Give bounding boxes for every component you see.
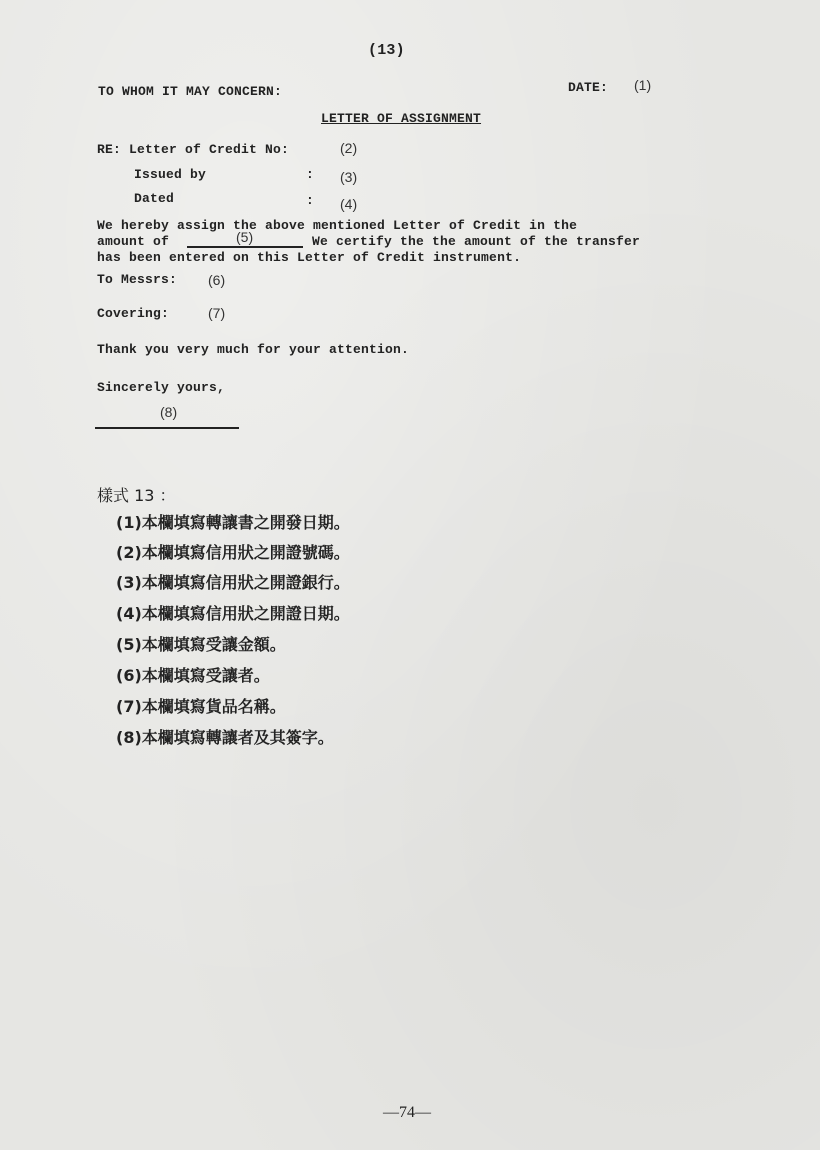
salutation: TO WHOM IT MAY CONCERN: xyxy=(98,84,283,99)
note-item-2: (2)本欄填寫信用狀之開證號碼。 xyxy=(116,543,350,562)
date-field-marker: (1) xyxy=(634,77,652,93)
dated-label: Dated xyxy=(134,191,175,206)
note-item-6: (6)本欄填寫受讓者。 xyxy=(116,666,270,685)
re-field-marker: (2) xyxy=(340,140,358,156)
covering-label: Covering: xyxy=(97,306,170,321)
note-item-4: (4)本欄填寫信用狀之開證日期。 xyxy=(116,604,350,623)
body-amount-label: amount of xyxy=(97,234,170,249)
issued-by-field-marker: (3) xyxy=(340,169,358,185)
notes-heading: 樣式 13 ： xyxy=(97,486,176,505)
note-item-8: (8)本欄填寫轉讓者及其簽字。 xyxy=(116,728,334,747)
dated-field-marker: (4) xyxy=(340,196,358,212)
messrs-field-marker: (6) xyxy=(208,272,226,288)
body-line-3: has been entered on this Letter of Credit instrument. xyxy=(97,250,522,265)
note-item-1: (1)本欄填寫轉讓書之開發日期。 xyxy=(116,513,350,532)
amount-field-marker: (5) xyxy=(236,229,254,245)
signature-field-marker: (8) xyxy=(160,404,178,420)
covering-field-marker: (7) xyxy=(208,305,226,321)
body-line-2-rest: We certify the the amount of the transfer xyxy=(312,234,641,249)
note-item-5: (5)本欄填寫受讓金額。 xyxy=(116,635,286,654)
thanks-line: Thank you very much for your attention. xyxy=(97,342,410,357)
page-number: —74— xyxy=(383,1104,431,1121)
issued-by-colon: : xyxy=(306,167,315,182)
date-label: DATE: xyxy=(568,80,609,95)
issued-by-label: Issued by xyxy=(134,167,207,182)
letter-title: LETTER OF ASSIGNMENT xyxy=(321,111,482,126)
dated-colon: : xyxy=(306,193,315,208)
closing: Sincerely yours, xyxy=(97,380,226,395)
messrs-label: To Messrs: xyxy=(97,272,178,287)
note-item-7: (7)本欄填寫貨品名稱。 xyxy=(116,697,286,716)
body-line-1: We hereby assign the above mentioned Letter of Credit in the xyxy=(97,218,578,233)
form-number: (13) xyxy=(368,42,405,59)
signature-line xyxy=(95,427,239,429)
re-label: RE: Letter of Credit No: xyxy=(97,142,290,157)
amount-underline xyxy=(187,246,303,248)
note-item-3: (3)本欄填寫信用狀之開證銀行。 xyxy=(116,573,350,592)
